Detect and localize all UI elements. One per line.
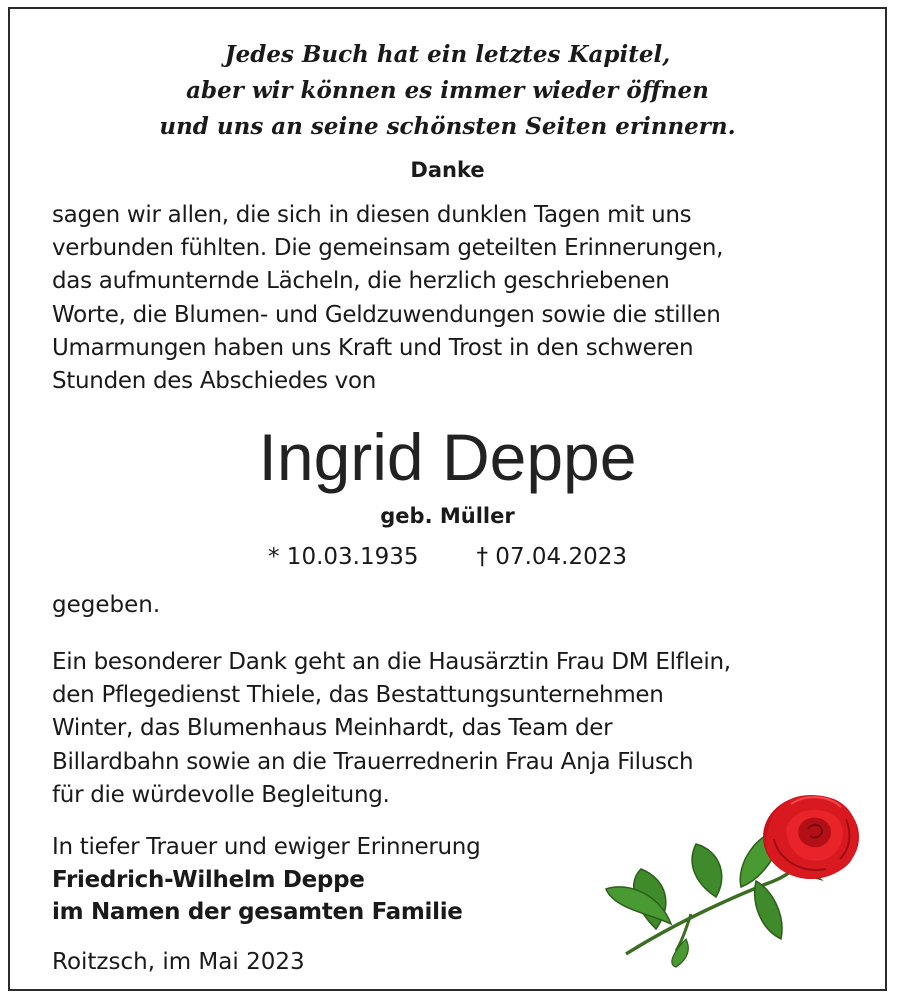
quote-line: aber wir können es immer wieder öffnen (186, 77, 709, 104)
text-line: den Pflegedienst Thiele, das Bestattungsunternehmen (52, 682, 664, 709)
quote-line: Jedes Buch hat ein letztes Kapitel, (224, 41, 671, 68)
birth-date: * 10.03.1935 (268, 544, 419, 570)
obituary-card (8, 7, 887, 991)
text-line: Ein besonderer Dank geht an die Hausärztin Frau DM Elflein, (52, 649, 731, 675)
thanks-paragraph (52, 646, 731, 812)
text-line: verbunden fühlten. Die gemeinsam geteilten Erinnerungen, (52, 235, 724, 262)
text-line: sagen wir allen, die sich in diesen dunklen Tagen mit uns (52, 202, 692, 228)
intro-paragraph (52, 199, 723, 398)
quote (10, 37, 885, 145)
text-line: Worte, die Blumen- und Geldzuwendungen sowie die stillen (52, 301, 721, 328)
deceased-name: Ingrid Deppe (258, 420, 637, 494)
heading-danke: Danke (410, 158, 485, 182)
death-date: † 07.04.2023 (476, 544, 627, 570)
text-line: Winter, das Blumenhaus Meinhardt, das Team der (52, 715, 613, 742)
signature-family: im Namen der gesamten Familie (52, 899, 463, 925)
maiden-name: geb. Müller (380, 504, 515, 528)
quote-line: und uns an seine schönsten Seiten erinnern. (159, 113, 736, 140)
signature-block (52, 831, 480, 929)
text-line: Stunden des Abschiedes von (52, 368, 377, 395)
text-line: das aufmunternde Lächeln, die herzlich geschriebenen (52, 268, 670, 295)
place-date: Roitzsch, im Mai 2023 (52, 949, 305, 975)
text-line: Umarmungen haben uns Kraft und Trost in den schweren (52, 334, 694, 361)
text-line: Billardbahn sowie an die Trauerrednerin Frau Anja Filusch (52, 748, 694, 775)
given-text: gegeben. (52, 592, 161, 618)
signature-line: In tiefer Trauer und ewiger Erinnerung (52, 834, 481, 860)
life-dates (10, 544, 885, 570)
signature-name: Friedrich-Wilhelm Deppe (52, 866, 365, 893)
rose-icon (596, 789, 866, 969)
text-line: für die würdevolle Begleitung. (52, 781, 390, 808)
